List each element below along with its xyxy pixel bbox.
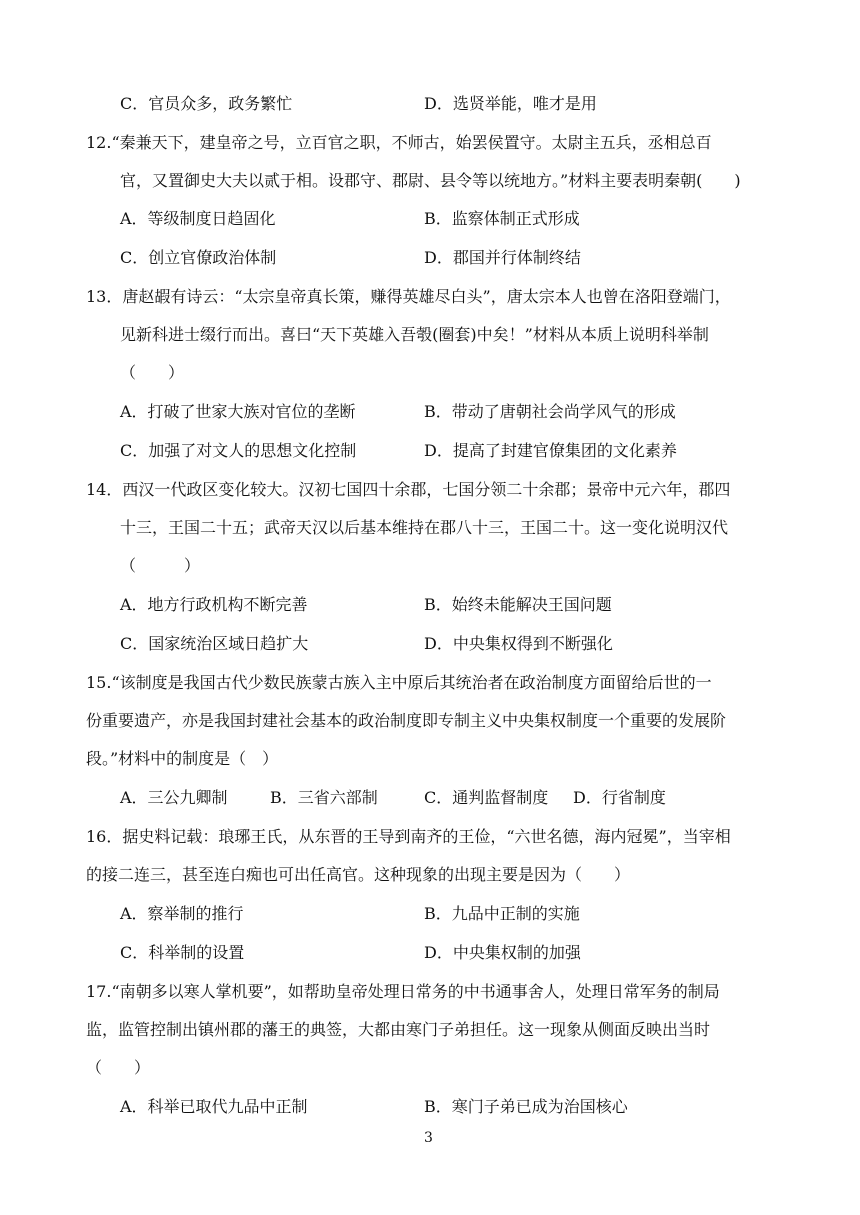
question-13-answer-blank: （ ）	[120, 363, 185, 382]
page-number: 3	[424, 1130, 433, 1146]
question-15-option-b: B．三省六部制	[270, 788, 378, 807]
question-15-stem-line-1: 15.“该制度是我国古代少数民族蒙古族入主中原后其统治者在政治制度方面留给后世的一	[86, 673, 712, 692]
question-14-option-c: C．国家统治区域日趋扩大	[120, 634, 309, 653]
question-14-stem-line-2: 十三，王国二十五；武帝天汉以后基本维持在郡八十三，王国二十。这一变化说明汉代	[120, 518, 729, 537]
question-13-option-c: C．加强了对文人的思想文化控制	[120, 441, 357, 460]
question-12-stem-line-1: 12.“秦兼天下，建皇帝之号，立百官之职，不师古，始罢侯置守。太尉主五兵，丞相总百	[86, 133, 712, 152]
question-16-option-a: A．察举制的推行	[120, 904, 244, 923]
question-16-stem-line-2: 的接二连三，甚至连白痴也可出任高官。这种现象的出现主要是因为（ ）	[86, 865, 631, 884]
question-12-option-d: D．郡国并行体制终结	[424, 248, 581, 267]
question-12-stem-line-2: 官，又置御史大夫以贰于相。设郡守、郡尉、县令等以统地方。”材料主要表明秦朝( )	[120, 171, 741, 190]
question-15-option-a: A．三公九卿制	[120, 788, 228, 807]
question-17-answer-blank: （ ）	[86, 1058, 151, 1077]
question-12-option-c: C．创立官僚政治体制	[120, 248, 277, 267]
question-14-option-b: B．始终未能解决王国问题	[424, 595, 612, 614]
question-13-option-d: D．提高了封建官僚集团的文化素养	[424, 441, 677, 460]
question-16-option-d: D．中央集权制的加强	[424, 943, 581, 962]
question-16-stem-line-1: 16．据史料记载：琅琊王氏，从东晋的王导到南齐的王俭，“六世名德，海内冠冕”，当宰相	[86, 827, 731, 846]
option-d: D．选贤举能，唯才是用	[424, 94, 597, 113]
question-15-stem-line-2: 份重要遗产，亦是我国封建社会基本的政治制度即专制主义中央集权制度一个重要的发展阶	[86, 711, 727, 730]
question-16-option-b: B．九品中正制的实施	[424, 904, 580, 923]
question-12-option-a: A．等级制度日趋固化	[120, 209, 276, 228]
question-17-stem-line-2: 监，监管控制出镇州郡的藩王的典签，大都由寒门子弟担任。这一现象从侧面反映出当时	[86, 1020, 711, 1039]
question-13-stem-line-2: 见新科进士缀行而出。喜曰“天下英雄入吾彀(圈套)中矣！”材料从本质上说明科举制	[120, 325, 709, 344]
question-17-stem-line-1: 17.“南朝多以寒人掌机要”，如帮助皇帝处理日常务的中书通事舍人，处理日常军务的制局	[86, 982, 720, 1001]
question-16-option-c: C．科举制的设置	[120, 943, 245, 962]
question-12-option-b: B．监察体制正式形成	[424, 209, 580, 228]
question-13-option-a: A．打破了世家大族对官位的垄断	[120, 402, 356, 421]
question-13-stem-line-1: 13．唐赵嘏有诗云：“太宗皇帝真长策，赚得英雄尽白头”，唐太宗本人也曾在洛阳登端门，	[86, 287, 731, 306]
question-14-stem-line-1: 14．西汉一代政区变化较大。汉初七国四十余郡，七国分领二十余郡；景帝中元六年，郡四	[86, 480, 731, 499]
question-17-option-b: B．寒门子弟已成为治国核心	[424, 1097, 628, 1116]
question-15-stem-line-3: 段。”材料中的制度是（ ）	[86, 749, 279, 768]
question-14-option-d: D．中央集权得到不断强化	[424, 634, 613, 653]
question-14-answer-blank: （ ）	[120, 556, 201, 575]
question-17-option-a: A．科举已取代九品中正制	[120, 1097, 308, 1116]
question-15-option-c: C．通判监督制度	[424, 788, 549, 807]
question-13-option-b: B．带动了唐朝社会尚学风气的形成	[424, 402, 676, 421]
option-c: C．官员众多，政务繁忙	[120, 94, 293, 113]
question-15-option-d: D．行省制度	[573, 788, 666, 807]
question-14-option-a: A．地方行政机构不断完善	[120, 595, 308, 614]
